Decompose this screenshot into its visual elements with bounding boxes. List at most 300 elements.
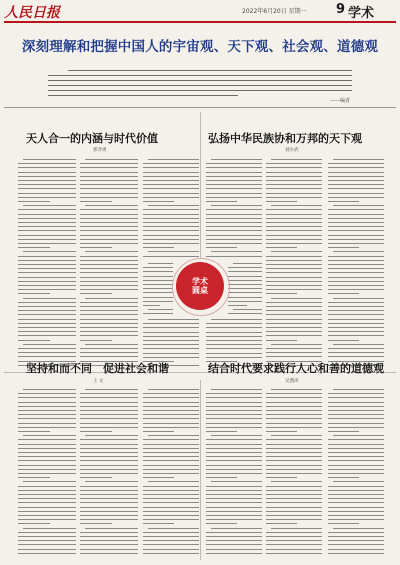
- text-line: [266, 418, 322, 419]
- text-line: [266, 285, 322, 286]
- text-line: [266, 268, 322, 269]
- text-line: [18, 193, 76, 194]
- text-line: [328, 239, 384, 240]
- text-line: [143, 494, 199, 495]
- text-line: [143, 357, 199, 358]
- text-line: [266, 460, 322, 461]
- text-line: [18, 393, 76, 394]
- text-line: [80, 281, 138, 282]
- text-line: [266, 167, 322, 168]
- text-line: [328, 406, 384, 407]
- text-line: [80, 494, 138, 495]
- text-line: [143, 280, 173, 281]
- text-line: [206, 222, 262, 223]
- text-line: [266, 402, 322, 403]
- text-line: [18, 319, 76, 320]
- text-line: [266, 431, 297, 432]
- text-line: [80, 247, 112, 248]
- text-line: [266, 348, 322, 349]
- text-line: [206, 502, 262, 503]
- text-line: [206, 444, 262, 445]
- article-title-4: 结合时代要求践行人心和善的道德观: [208, 362, 384, 375]
- text-line: [18, 515, 76, 516]
- section-divider: [4, 107, 396, 108]
- text-line: [328, 184, 384, 185]
- text-line: [206, 239, 262, 240]
- text-line: [266, 176, 322, 177]
- text-line: [206, 423, 262, 424]
- text-line: [206, 452, 262, 453]
- text-line: [328, 427, 384, 428]
- text-line: [143, 553, 199, 554]
- text-line: [266, 448, 322, 449]
- text-line: [228, 292, 262, 293]
- text-line: [18, 214, 76, 215]
- text-line: [206, 163, 262, 164]
- text-line: [148, 159, 199, 160]
- text-line: [206, 494, 262, 495]
- text-line: [206, 532, 262, 533]
- body-column: [18, 158, 76, 368]
- text-line: [80, 469, 138, 470]
- text-line: [80, 406, 138, 407]
- text-line: [143, 406, 199, 407]
- text-line: [143, 176, 199, 177]
- text-line: [23, 344, 76, 345]
- text-line: [328, 540, 384, 541]
- text-line: [328, 197, 384, 198]
- text-line: [333, 528, 384, 529]
- text-line: [18, 222, 76, 223]
- text-line: [18, 285, 76, 286]
- text-line: [18, 163, 76, 164]
- text-line: [148, 481, 199, 482]
- text-line: [143, 301, 173, 302]
- text-line: [80, 193, 138, 194]
- text-line: [18, 427, 76, 428]
- text-line: [328, 348, 384, 349]
- text-line: [266, 180, 322, 181]
- text-line: [328, 507, 384, 508]
- text-line: [23, 251, 76, 252]
- text-line: [143, 239, 199, 240]
- text-line: [148, 309, 173, 310]
- text-line: [80, 431, 112, 432]
- text-line: [143, 456, 199, 457]
- text-line: [206, 235, 262, 236]
- text-line: [328, 532, 384, 533]
- text-line: [85, 389, 138, 390]
- text-line: [206, 344, 262, 345]
- text-line: [18, 281, 76, 282]
- text-line: [18, 494, 76, 495]
- text-line: [23, 528, 76, 529]
- text-line: [80, 418, 138, 419]
- text-line: [271, 251, 322, 252]
- text-line: [266, 494, 322, 495]
- text-line: [266, 452, 322, 453]
- text-line: [206, 226, 262, 227]
- text-line: [266, 218, 322, 219]
- text-line: [80, 256, 138, 257]
- text-line: [206, 486, 262, 487]
- page-headline: 深刻理解和把握中国人的宇宙观、天下观、社会观、道德观: [21, 39, 379, 55]
- text-line: [143, 452, 199, 453]
- text-line: [18, 348, 76, 349]
- text-line: [18, 356, 76, 357]
- text-line: [328, 431, 359, 432]
- text-line: [206, 431, 237, 432]
- issue-date: 2022年6月20日 星期一: [242, 8, 307, 15]
- text-line: [206, 544, 262, 545]
- text-line: [80, 553, 138, 554]
- text-line: [206, 536, 262, 537]
- text-line: [328, 502, 384, 503]
- text-line: [143, 214, 199, 215]
- text-line: [143, 288, 173, 289]
- text-line: [266, 553, 322, 554]
- body-column: [228, 262, 262, 316]
- text-line: [328, 260, 384, 261]
- text-line: [266, 356, 322, 357]
- text-line: [266, 243, 322, 244]
- text-line: [80, 230, 138, 231]
- text-line: [328, 423, 384, 424]
- text-line: [18, 331, 76, 332]
- text-line: [206, 167, 262, 168]
- text-line: [228, 297, 262, 298]
- body-column: [266, 158, 322, 368]
- text-line: [80, 209, 138, 210]
- text-line: [266, 281, 322, 282]
- text-line: [80, 490, 138, 491]
- text-line: [18, 293, 50, 294]
- text-line: [80, 310, 138, 311]
- text-line: [80, 523, 112, 524]
- text-line: [143, 201, 174, 202]
- text-line: [143, 226, 199, 227]
- text-line: [80, 460, 138, 461]
- text-line: [266, 477, 297, 478]
- text-line: [206, 256, 262, 257]
- text-line: [266, 323, 322, 324]
- text-line: [18, 553, 76, 554]
- text-line: [206, 456, 262, 457]
- text-line: [18, 490, 76, 491]
- text-line: [143, 344, 199, 345]
- text-line: [143, 465, 199, 466]
- text-line: [266, 314, 322, 315]
- text-line: [333, 205, 384, 206]
- text-line: [143, 490, 199, 491]
- text-line: [18, 310, 76, 311]
- academic-roundtable-seal: [176, 262, 224, 310]
- text-line: [328, 218, 384, 219]
- text-line: [18, 230, 76, 231]
- text-line: [148, 528, 199, 529]
- text-line: [80, 549, 138, 550]
- text-line: [143, 167, 199, 168]
- text-line: [228, 284, 262, 285]
- text-line: [23, 435, 76, 436]
- text-line: [328, 226, 384, 227]
- text-line: [233, 263, 262, 264]
- text-line: [266, 172, 322, 173]
- text-line: [328, 176, 384, 177]
- text-line: [328, 188, 384, 189]
- text-line: [80, 289, 138, 290]
- text-line: [266, 226, 322, 227]
- text-line: [18, 176, 76, 177]
- text-line: [143, 292, 173, 293]
- text-line: [206, 553, 262, 554]
- text-line: [80, 314, 138, 315]
- text-line: [328, 486, 384, 487]
- text-line: [206, 172, 262, 173]
- text-line: [143, 271, 173, 272]
- text-line: [211, 435, 262, 436]
- text-line: [143, 172, 199, 173]
- text-line: [266, 319, 322, 320]
- text-line: [143, 544, 199, 545]
- article-title-3: 坚持和而不同 促进社会和谐: [26, 362, 169, 375]
- text-line: [266, 193, 322, 194]
- text-line: [328, 247, 359, 248]
- text-line: [266, 331, 322, 332]
- text-line: [328, 293, 359, 294]
- text-line: [266, 444, 322, 445]
- text-line: [328, 310, 384, 311]
- masthead-rule: [4, 21, 396, 23]
- text-line: [328, 439, 384, 440]
- text-line: [266, 264, 322, 265]
- text-line: [18, 184, 76, 185]
- text-line: [143, 414, 199, 415]
- text-line: [328, 393, 384, 394]
- text-line: [271, 481, 322, 482]
- text-line: [80, 410, 138, 411]
- text-line: [80, 201, 112, 202]
- text-line: [328, 397, 384, 398]
- text-line: [143, 243, 199, 244]
- body-column: [328, 158, 384, 368]
- text-line: [143, 256, 199, 257]
- text-line: [328, 418, 384, 419]
- text-line: [80, 397, 138, 398]
- text-line: [206, 397, 262, 398]
- text-line: [18, 452, 76, 453]
- text-line: [328, 235, 384, 236]
- article-title-2: 弘扬中华民族协和万邦的天下观: [208, 132, 362, 145]
- text-line: [143, 163, 199, 164]
- text-line: [18, 335, 76, 336]
- text-line: [143, 305, 160, 306]
- text-line: [206, 465, 262, 466]
- text-line: [85, 528, 138, 529]
- text-line: [206, 188, 262, 189]
- text-line: [328, 452, 384, 453]
- text-line: [328, 515, 384, 516]
- text-line: [18, 352, 76, 353]
- text-line: [80, 180, 138, 181]
- text-line: [328, 281, 384, 282]
- text-line: [18, 289, 76, 290]
- text-line: [80, 439, 138, 440]
- text-line: [266, 310, 322, 311]
- text-line: [143, 397, 199, 398]
- text-line: [266, 352, 322, 353]
- text-line: [80, 498, 138, 499]
- text-line: [228, 305, 247, 306]
- text-line: [271, 528, 322, 529]
- text-line: [206, 230, 262, 231]
- text-line: [206, 336, 262, 337]
- text-line: [266, 406, 322, 407]
- text-line: [266, 197, 322, 198]
- text-line: [228, 276, 262, 277]
- text-line: [206, 410, 262, 411]
- text-line: [80, 427, 138, 428]
- text-line: [206, 418, 262, 419]
- text-line: [80, 188, 138, 189]
- text-line: [18, 239, 76, 240]
- text-line: [206, 332, 262, 333]
- text-line: [266, 306, 322, 307]
- text-line: [23, 298, 76, 299]
- text-line: [211, 205, 262, 206]
- text-line: [143, 284, 173, 285]
- text-line: [18, 209, 76, 210]
- text-line: [206, 511, 262, 512]
- text-line: [206, 439, 262, 440]
- text-line: [18, 465, 76, 466]
- section-name: 学术: [348, 6, 375, 21]
- text-line: [18, 340, 50, 341]
- body-column: [143, 388, 199, 558]
- text-line: [328, 193, 384, 194]
- text-line: [18, 306, 76, 307]
- text-line: [328, 289, 384, 290]
- text-line: [80, 414, 138, 415]
- text-line: [80, 293, 112, 294]
- text-line: [143, 336, 199, 337]
- text-line: [206, 406, 262, 407]
- text-line: [18, 226, 76, 227]
- text-line: [266, 340, 297, 341]
- text-line: [328, 209, 384, 210]
- text-line: [266, 465, 322, 466]
- text-line: [80, 218, 138, 219]
- text-line: [148, 205, 199, 206]
- text-line: [328, 460, 384, 461]
- text-line: [266, 188, 322, 189]
- text-line: [333, 435, 384, 436]
- text-line: [266, 272, 322, 273]
- text-line: [143, 511, 199, 512]
- text-line: [266, 277, 322, 278]
- text-line: [18, 448, 76, 449]
- text-line: [143, 276, 173, 277]
- text-line: [206, 214, 262, 215]
- text-line: [333, 159, 384, 160]
- text-line: [143, 427, 199, 428]
- text-line: [143, 515, 199, 516]
- text-line: [266, 410, 322, 411]
- text-line: [266, 490, 322, 491]
- text-line: [80, 515, 138, 516]
- text-line: [206, 427, 262, 428]
- text-line: [206, 498, 262, 499]
- text-line: [18, 188, 76, 189]
- text-line: [333, 298, 384, 299]
- text-line: [80, 319, 138, 320]
- body-column: [80, 388, 138, 558]
- text-line: [143, 498, 199, 499]
- text-line: [333, 481, 384, 482]
- text-line: [80, 402, 138, 403]
- text-line: [80, 268, 138, 269]
- text-line: [143, 222, 199, 223]
- text-line: [206, 197, 262, 198]
- text-line: [18, 268, 76, 269]
- text-line: [266, 423, 322, 424]
- text-line: [333, 389, 384, 390]
- text-line: [328, 549, 384, 550]
- text-line: [18, 327, 76, 328]
- text-line: [80, 444, 138, 445]
- text-line: [80, 544, 138, 545]
- text-line: [328, 268, 384, 269]
- text-line: [80, 448, 138, 449]
- text-line: [23, 389, 76, 390]
- text-line: [143, 460, 199, 461]
- text-line: [206, 201, 237, 202]
- text-line: [206, 243, 262, 244]
- text-line: [80, 456, 138, 457]
- text-line: [328, 277, 384, 278]
- text-line: [143, 297, 173, 298]
- text-line: [80, 352, 138, 353]
- text-line: [206, 540, 262, 541]
- text-line: [18, 247, 50, 248]
- text-line: [18, 456, 76, 457]
- text-line: [143, 523, 174, 524]
- text-line: [266, 427, 322, 428]
- text-line: [271, 159, 322, 160]
- text-line: [328, 214, 384, 215]
- text-line: [328, 180, 384, 181]
- text-line: [211, 528, 262, 529]
- article-author-1: 郭齐勇: [93, 148, 107, 153]
- text-line: [206, 460, 262, 461]
- text-line: [18, 197, 76, 198]
- text-line: [206, 176, 262, 177]
- seal-text-1: 学术: [192, 277, 208, 286]
- body-column: [206, 158, 262, 258]
- text-line: [266, 209, 322, 210]
- text-line: [266, 163, 322, 164]
- text-line: [228, 280, 262, 281]
- text-line: [143, 313, 173, 314]
- text-line: [80, 340, 112, 341]
- text-line: [328, 335, 384, 336]
- text-line: [206, 327, 262, 328]
- text-line: [328, 352, 384, 353]
- text-line: [266, 536, 322, 537]
- text-line: [80, 423, 138, 424]
- text-line: [328, 230, 384, 231]
- text-line: [143, 444, 199, 445]
